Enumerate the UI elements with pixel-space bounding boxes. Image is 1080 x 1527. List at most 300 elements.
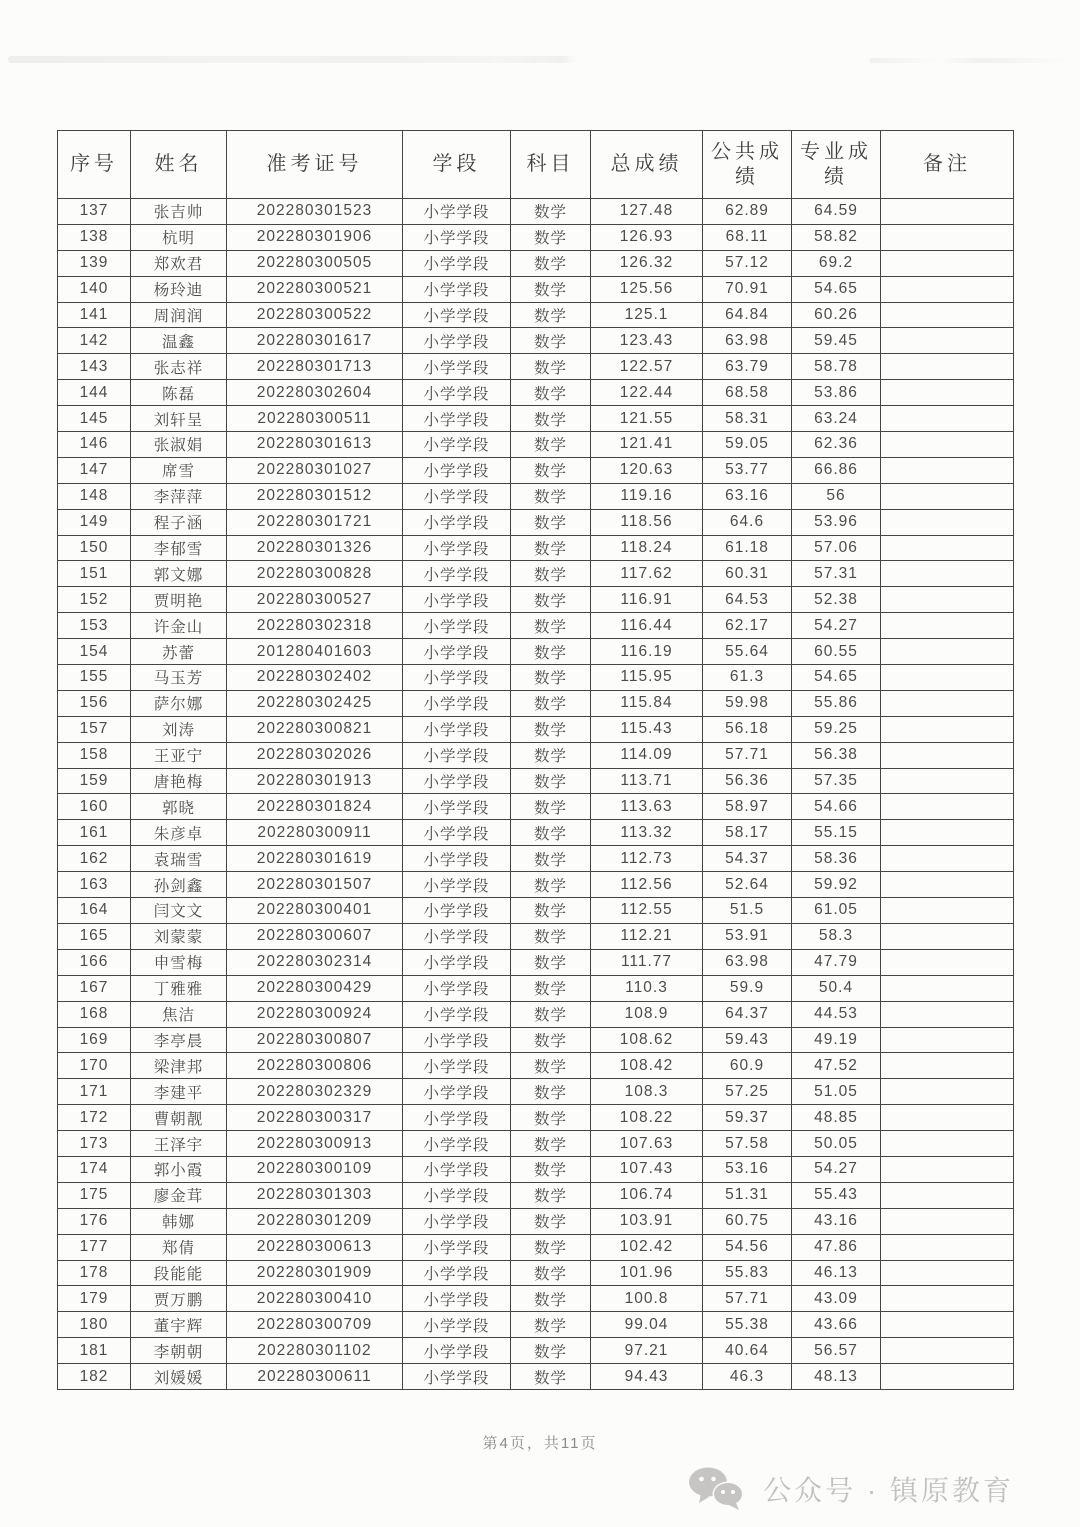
table-row — [58, 1338, 1014, 1364]
table-cell: 202280300401 — [227, 898, 403, 924]
table-cell: 数学 — [511, 1079, 591, 1105]
table-cell: 小学学段 — [403, 975, 511, 1001]
table-cell: 108.42 — [591, 1053, 703, 1079]
table-cell: 63.24 — [792, 406, 881, 432]
table-cell: 202280301824 — [227, 794, 403, 820]
table-cell — [881, 613, 1014, 639]
table-cell: 王亚宁 — [131, 742, 227, 768]
table-cell: 57.71 — [703, 1286, 792, 1312]
table-cell: 46.13 — [792, 1260, 881, 1286]
table-cell — [881, 716, 1014, 742]
table-cell: 李亭晨 — [131, 1027, 227, 1053]
table-cell: 63.98 — [703, 949, 792, 975]
table-cell: 杭明 — [131, 224, 227, 250]
table-cell: 李萍萍 — [131, 483, 227, 509]
table-cell — [881, 1208, 1014, 1234]
table-row — [58, 742, 1014, 768]
table-cell: 58.82 — [792, 224, 881, 250]
table-cell: 小学学段 — [403, 1156, 511, 1182]
table-cell: 54.27 — [792, 1156, 881, 1182]
table-row — [58, 509, 1014, 535]
table-cell: 166 — [58, 949, 131, 975]
table-cell: 数学 — [511, 872, 591, 898]
table-cell — [881, 923, 1014, 949]
table-cell: 48.13 — [792, 1364, 881, 1390]
table-cell: 数学 — [511, 846, 591, 872]
table-cell: 数学 — [511, 1312, 591, 1338]
table-cell: 丁雅雅 — [131, 975, 227, 1001]
table-cell — [881, 354, 1014, 380]
table-row — [58, 432, 1014, 458]
table-cell: 116.44 — [591, 613, 703, 639]
table-cell: 60.26 — [792, 302, 881, 328]
table-cell: 202280301721 — [227, 509, 403, 535]
table-row — [58, 794, 1014, 820]
table-cell: 小学学段 — [403, 1182, 511, 1208]
table-cell: 126.32 — [591, 250, 703, 276]
table-cell: 52.38 — [792, 587, 881, 613]
table-cell: 数学 — [511, 328, 591, 354]
table-cell: 54.27 — [792, 613, 881, 639]
table-row — [58, 328, 1014, 354]
table-cell: 202280300511 — [227, 406, 403, 432]
table-cell: 数学 — [511, 949, 591, 975]
table-cell: 69.2 — [792, 250, 881, 276]
table-cell: 61.3 — [703, 665, 792, 691]
table-cell: 59.37 — [703, 1105, 792, 1131]
table-row — [58, 1131, 1014, 1157]
table-cell: 51.31 — [703, 1182, 792, 1208]
column-header: 准考证号 — [227, 131, 403, 199]
table-cell: 47.52 — [792, 1053, 881, 1079]
table-cell: 数学 — [511, 820, 591, 846]
table-row — [58, 690, 1014, 716]
table-cell: 94.43 — [591, 1364, 703, 1390]
table-cell: 63.16 — [703, 483, 792, 509]
table-cell: 朱彦卓 — [131, 820, 227, 846]
table-cell: 116.19 — [591, 639, 703, 665]
table-cell: 202280301617 — [227, 328, 403, 354]
table-cell: 数学 — [511, 794, 591, 820]
table-cell — [881, 1234, 1014, 1260]
table-row — [58, 250, 1014, 276]
table-cell: 小学学段 — [403, 535, 511, 561]
table-cell: 202280301619 — [227, 846, 403, 872]
table-row — [58, 975, 1014, 1001]
table-cell: 张志祥 — [131, 354, 227, 380]
table-cell: 小学学段 — [403, 354, 511, 380]
table-cell: 数学 — [511, 561, 591, 587]
table-cell — [881, 639, 1014, 665]
table-cell: 144 — [58, 380, 131, 406]
table-cell: 数学 — [511, 535, 591, 561]
table-cell: 202280300611 — [227, 1364, 403, 1390]
table-cell: 202280300317 — [227, 1105, 403, 1131]
table-cell: 56.36 — [703, 768, 792, 794]
table-cell: 102.42 — [591, 1234, 703, 1260]
table-cell: 57.71 — [703, 742, 792, 768]
table-cell: 202280300913 — [227, 1131, 403, 1157]
table-row — [58, 1182, 1014, 1208]
table-cell — [881, 768, 1014, 794]
table-cell: 57.35 — [792, 768, 881, 794]
table-cell: 数学 — [511, 923, 591, 949]
table-cell: 郑欢君 — [131, 250, 227, 276]
table-header-row — [58, 131, 1014, 199]
table-cell: 数学 — [511, 302, 591, 328]
table-cell: 56.57 — [792, 1338, 881, 1364]
table-cell: 57.06 — [792, 535, 881, 561]
table-cell: 43.66 — [792, 1312, 881, 1338]
table-cell: 202280300522 — [227, 302, 403, 328]
score-table — [57, 130, 1014, 1390]
table-cell: 118.56 — [591, 509, 703, 535]
table-cell: 140 — [58, 276, 131, 302]
table-cell: 202280302314 — [227, 949, 403, 975]
table-cell: 贾明艳 — [131, 587, 227, 613]
table-cell — [881, 1079, 1014, 1105]
table-cell: 60.31 — [703, 561, 792, 587]
table-cell: 66.86 — [792, 457, 881, 483]
table-cell: 158 — [58, 742, 131, 768]
table-cell: 47.79 — [792, 949, 881, 975]
table-cell: 116.91 — [591, 587, 703, 613]
table-cell: 数学 — [511, 354, 591, 380]
table-cell: 126.93 — [591, 224, 703, 250]
table-cell: 55.15 — [792, 820, 881, 846]
table-cell: 153 — [58, 613, 131, 639]
table-cell: 202280302604 — [227, 380, 403, 406]
table-cell: 123.43 — [591, 328, 703, 354]
table-row — [58, 1079, 1014, 1105]
table-cell — [881, 1286, 1014, 1312]
table-cell: 121.55 — [591, 406, 703, 432]
table-row — [58, 1234, 1014, 1260]
table-cell: 小学学段 — [403, 224, 511, 250]
table-cell: 53.77 — [703, 457, 792, 483]
table-cell: 王泽宇 — [131, 1131, 227, 1157]
table-cell — [881, 483, 1014, 509]
table-cell: 小学学段 — [403, 587, 511, 613]
table-cell: 202280300109 — [227, 1156, 403, 1182]
table-cell: 60.9 — [703, 1053, 792, 1079]
table-cell: 59.45 — [792, 328, 881, 354]
table-cell — [881, 846, 1014, 872]
table-cell: 202280301326 — [227, 535, 403, 561]
table-cell: 数学 — [511, 742, 591, 768]
table-cell: 萨尔娜 — [131, 690, 227, 716]
table-row — [58, 898, 1014, 924]
table-cell: 数学 — [511, 1234, 591, 1260]
table-cell: 53.86 — [792, 380, 881, 406]
table-cell — [881, 380, 1014, 406]
table-cell: 刘蒙蒙 — [131, 923, 227, 949]
table-cell: 112.73 — [591, 846, 703, 872]
table-cell: 小学学段 — [403, 1286, 511, 1312]
column-header: 总成绩 — [591, 131, 703, 199]
table-cell — [881, 302, 1014, 328]
table-cell: 小学学段 — [403, 561, 511, 587]
table-cell: 57.31 — [792, 561, 881, 587]
table-cell: 数学 — [511, 483, 591, 509]
table-cell: 141 — [58, 302, 131, 328]
table-cell: 郭晓 — [131, 794, 227, 820]
table-cell: 小学学段 — [403, 276, 511, 302]
table-cell: 58.31 — [703, 406, 792, 432]
table-cell: 47.86 — [792, 1234, 881, 1260]
table-cell: 苏蕾 — [131, 639, 227, 665]
table-row — [58, 1312, 1014, 1338]
table-cell: 57.58 — [703, 1131, 792, 1157]
table-cell: 107.63 — [591, 1131, 703, 1157]
table-row — [58, 354, 1014, 380]
table-cell: 刘媛媛 — [131, 1364, 227, 1390]
table-cell: 64.84 — [703, 302, 792, 328]
table-cell: 小学学段 — [403, 1234, 511, 1260]
table-row — [58, 380, 1014, 406]
table-cell: 数学 — [511, 1338, 591, 1364]
table-cell: 99.04 — [591, 1312, 703, 1338]
table-cell: 小学学段 — [403, 846, 511, 872]
table-cell: 125.1 — [591, 302, 703, 328]
table-cell: 61.18 — [703, 535, 792, 561]
table-cell: 122.44 — [591, 380, 703, 406]
table-cell: 56.18 — [703, 716, 792, 742]
table-cell: 142 — [58, 328, 131, 354]
table-cell: 115.95 — [591, 665, 703, 691]
table-cell: 郭文娜 — [131, 561, 227, 587]
table-row — [58, 923, 1014, 949]
table-cell — [881, 276, 1014, 302]
table-cell: 小学学段 — [403, 794, 511, 820]
table-cell: 202280301613 — [227, 432, 403, 458]
table-cell: 小学学段 — [403, 1027, 511, 1053]
table-cell: 113.63 — [591, 794, 703, 820]
table-cell: 62.36 — [792, 432, 881, 458]
table-cell: 53.91 — [703, 923, 792, 949]
table-cell: 115.43 — [591, 716, 703, 742]
table-cell: 202280300505 — [227, 250, 403, 276]
table-cell: 63.79 — [703, 354, 792, 380]
table-cell: 59.98 — [703, 690, 792, 716]
table-cell: 44.53 — [792, 1001, 881, 1027]
table-cell: 段能能 — [131, 1260, 227, 1286]
table-row — [58, 613, 1014, 639]
table-cell: 108.3 — [591, 1079, 703, 1105]
table-row — [58, 302, 1014, 328]
table-cell: 62.89 — [703, 199, 792, 225]
table-cell: 64.6 — [703, 509, 792, 535]
table-cell: 54.65 — [792, 276, 881, 302]
table-cell: 54.66 — [792, 794, 881, 820]
table-cell: 174 — [58, 1156, 131, 1182]
table-cell: 157 — [58, 716, 131, 742]
table-cell: 小学学段 — [403, 639, 511, 665]
table-cell: 数学 — [511, 509, 591, 535]
table-cell: 程子涵 — [131, 509, 227, 535]
table-cell: 167 — [58, 975, 131, 1001]
table-cell: 袁瑞雪 — [131, 846, 227, 872]
table-cell: 152 — [58, 587, 131, 613]
table-cell: 64.53 — [703, 587, 792, 613]
table-row — [58, 1286, 1014, 1312]
table-cell: 数学 — [511, 406, 591, 432]
table-cell: 53.16 — [703, 1156, 792, 1182]
table-cell: 数学 — [511, 1001, 591, 1027]
table-cell: 刘涛 — [131, 716, 227, 742]
table-cell: 202280301102 — [227, 1338, 403, 1364]
table-cell: 43.09 — [792, 1286, 881, 1312]
table-cell: 数学 — [511, 975, 591, 1001]
table-cell: 周润润 — [131, 302, 227, 328]
table-cell: 小学学段 — [403, 898, 511, 924]
table-cell: 137 — [58, 199, 131, 225]
table-cell: 148 — [58, 483, 131, 509]
table-cell: 57.12 — [703, 250, 792, 276]
table-cell: 数学 — [511, 1364, 591, 1390]
table-cell — [881, 1338, 1014, 1364]
table-cell: 小学学段 — [403, 742, 511, 768]
table-cell — [881, 535, 1014, 561]
table-cell: 小学学段 — [403, 1338, 511, 1364]
table-cell: 陈磊 — [131, 380, 227, 406]
column-header: 序号 — [58, 131, 131, 199]
table-cell: 143 — [58, 354, 131, 380]
table-cell: 李朝朝 — [131, 1338, 227, 1364]
table-cell: 63.98 — [703, 328, 792, 354]
table-cell: 55.43 — [792, 1182, 881, 1208]
table-cell: 小学学段 — [403, 923, 511, 949]
table-cell: 202280302318 — [227, 613, 403, 639]
table-cell — [881, 1312, 1014, 1338]
table-cell: 数学 — [511, 665, 591, 691]
table-cell: 202280300429 — [227, 975, 403, 1001]
table-cell — [881, 1182, 1014, 1208]
table-cell: 145 — [58, 406, 131, 432]
table-cell: 小学学段 — [403, 1208, 511, 1234]
table-cell — [881, 872, 1014, 898]
table-cell: 180 — [58, 1312, 131, 1338]
table-cell: 小学学段 — [403, 199, 511, 225]
table-cell: 刘轩呈 — [131, 406, 227, 432]
table-cell — [881, 561, 1014, 587]
table-cell: 唐艳梅 — [131, 768, 227, 794]
table-cell: 202280300607 — [227, 923, 403, 949]
table-row — [58, 846, 1014, 872]
table-cell: 54.37 — [703, 846, 792, 872]
table-cell: 202280300527 — [227, 587, 403, 613]
table-cell: 202280301507 — [227, 872, 403, 898]
table-cell: 108.22 — [591, 1105, 703, 1131]
table-cell: 51.5 — [703, 898, 792, 924]
table-cell: 小学学段 — [403, 665, 511, 691]
table-cell: 202280301913 — [227, 768, 403, 794]
table-cell: 202280301523 — [227, 199, 403, 225]
table-cell: 数学 — [511, 1156, 591, 1182]
table-cell — [881, 690, 1014, 716]
table-cell: 小学学段 — [403, 1364, 511, 1390]
table-cell: 108.62 — [591, 1027, 703, 1053]
table-row — [58, 1208, 1014, 1234]
table-cell: 111.77 — [591, 949, 703, 975]
table-cell: 40.64 — [703, 1338, 792, 1364]
table-cell: 数学 — [511, 1105, 591, 1131]
column-header: 备注 — [881, 131, 1014, 199]
table-cell: 202280300410 — [227, 1286, 403, 1312]
table-cell: 60.75 — [703, 1208, 792, 1234]
table-cell: 62.17 — [703, 613, 792, 639]
table-cell: 韩娜 — [131, 1208, 227, 1234]
table-cell: 杨玲迪 — [131, 276, 227, 302]
table-cell: 数学 — [511, 690, 591, 716]
table-cell: 156 — [58, 690, 131, 716]
column-header: 科目 — [511, 131, 591, 199]
table-row — [58, 949, 1014, 975]
table-cell: 58.3 — [792, 923, 881, 949]
table-cell: 146 — [58, 432, 131, 458]
table-cell: 177 — [58, 1234, 131, 1260]
table-row — [58, 406, 1014, 432]
table-cell: 数学 — [511, 1208, 591, 1234]
table-cell: 202280301303 — [227, 1182, 403, 1208]
table-cell: 113.32 — [591, 820, 703, 846]
table-cell: 李建平 — [131, 1079, 227, 1105]
table-cell: 李郁雪 — [131, 535, 227, 561]
table-cell: 202280300709 — [227, 1312, 403, 1338]
table-cell: 202280300521 — [227, 276, 403, 302]
table-row — [58, 768, 1014, 794]
table-cell: 59.25 — [792, 716, 881, 742]
table-cell: 数学 — [511, 587, 591, 613]
wechat-icon — [687, 1466, 749, 1512]
table-cell: 202280300911 — [227, 820, 403, 846]
table-cell: 58.17 — [703, 820, 792, 846]
column-header: 公共成绩 — [703, 131, 792, 199]
table-cell: 小学学段 — [403, 1105, 511, 1131]
table-cell: 数学 — [511, 224, 591, 250]
table-cell: 114.09 — [591, 742, 703, 768]
table-cell: 张吉帅 — [131, 199, 227, 225]
table-cell: 孙剑鑫 — [131, 872, 227, 898]
table-cell — [881, 898, 1014, 924]
table-cell: 59.43 — [703, 1027, 792, 1053]
table-cell: 202280301906 — [227, 224, 403, 250]
table-cell: 58.78 — [792, 354, 881, 380]
table-cell: 小学学段 — [403, 768, 511, 794]
table-cell: 小学学段 — [403, 250, 511, 276]
table-cell: 数学 — [511, 250, 591, 276]
table-cell: 数学 — [511, 432, 591, 458]
table-cell: 112.21 — [591, 923, 703, 949]
table-cell: 171 — [58, 1079, 131, 1105]
table-cell: 159 — [58, 768, 131, 794]
table-cell — [881, 509, 1014, 535]
table-cell: 168 — [58, 1001, 131, 1027]
table-cell: 56.38 — [792, 742, 881, 768]
table-cell — [881, 1053, 1014, 1079]
table-cell — [881, 1105, 1014, 1131]
table-cell: 53.96 — [792, 509, 881, 535]
table-cell: 小学学段 — [403, 1079, 511, 1105]
table-cell: 小学学段 — [403, 328, 511, 354]
table-cell: 数学 — [511, 898, 591, 924]
table-cell: 58.36 — [792, 846, 881, 872]
table-cell: 廖金茸 — [131, 1182, 227, 1208]
table-cell — [881, 794, 1014, 820]
table-row — [58, 1001, 1014, 1027]
table-row — [58, 199, 1014, 225]
table-cell: 154 — [58, 639, 131, 665]
